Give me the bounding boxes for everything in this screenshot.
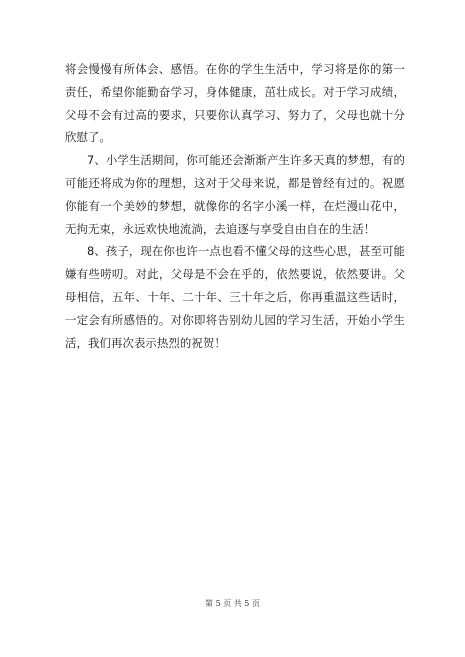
paragraph-continued: 将会慢慢有所体会、感悟。在你的学生生活中，学习将是你的第一责任，希望你能勤奋学习，身体健康，茁壮成长。对于学习成绩，父母不会有过高的要求，只要你认真学习、努力了，父母也就十分欣慰了。 [65, 62, 405, 145]
document-body [65, 58, 405, 354]
page-number-footer: 第 5 页 共 5 页 [205, 599, 260, 608]
paragraph-item-8: 8、孩子，现在你也许一点也看不懂父母的这些心思，甚至可能嫌有些唠叨。对此，父母是不会在乎的，依然要说，依然要讲。父母相信，五年、十年、二十年、三十年之后，你再重温这些话时，一定会有所感悟的。对你即将告别幼儿园的学习生活，开始小学生活，我们再次表示热烈的祝贺！ [65, 244, 405, 350]
paragraph-item-7: 7、小学生活期间，你可能还会渐渐产生许多天真的梦想，有的可能还将成为你的理想，这对于父母来说，都是曾经有过的。祝愿你能有一个美妙的梦想，就像你的名字小溪一样，在烂漫山花中，无拘无束，永远欢快地流淌，去追逐与享受自由自在的生活！ [65, 153, 405, 236]
